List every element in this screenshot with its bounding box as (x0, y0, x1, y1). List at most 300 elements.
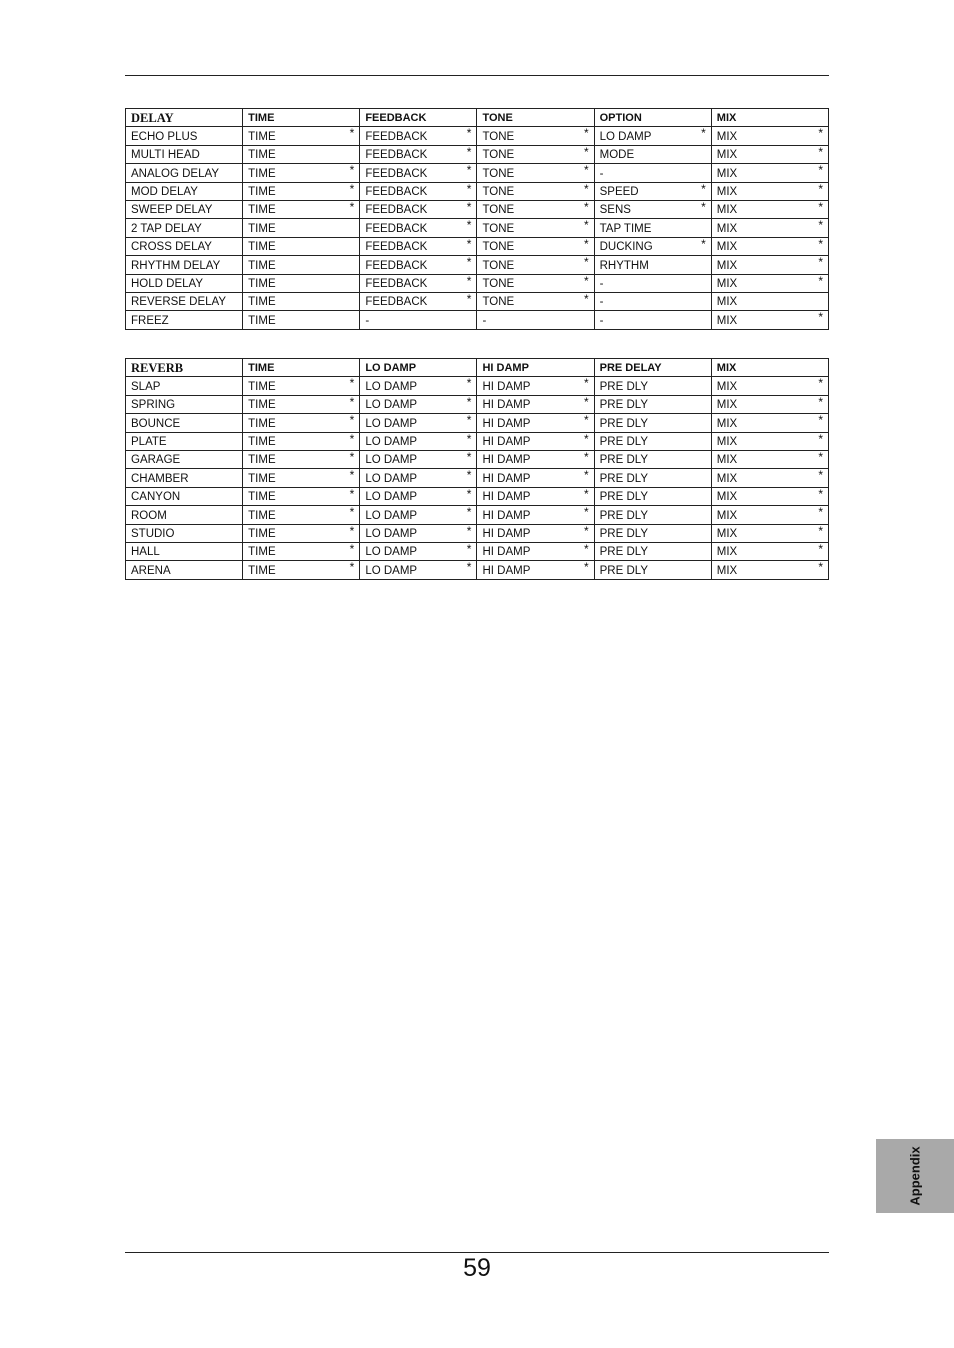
cell-text: - (599, 277, 604, 290)
parameter-cell (711, 164, 828, 182)
cell-text: CROSS DELAY (131, 241, 212, 254)
parameter-cell (477, 274, 594, 292)
table-row (126, 506, 829, 524)
cell-text: REVERSE DELAY (131, 296, 227, 309)
column-header: OPTION (594, 109, 711, 127)
asterisk-mark: * (349, 542, 355, 556)
asterisk-mark: * (818, 310, 823, 325)
cell-text: HI DAMP (482, 491, 531, 504)
parameter-cell (360, 237, 477, 255)
parameter-cell (360, 395, 477, 413)
column-header: FEEDBACK (360, 109, 477, 127)
cell-text: TIME (248, 241, 276, 254)
cell-text: MIX (716, 435, 738, 448)
column-header: TIME (243, 109, 360, 127)
parameter-cell (360, 145, 477, 163)
cell-text: RHYTHM DELAY (131, 259, 221, 272)
page-number: 59 (463, 1254, 491, 1282)
asterisk-mark: * (583, 542, 589, 556)
table-row (126, 524, 829, 542)
cell-text: FEEDBACK (365, 296, 428, 309)
parameter-cell (477, 164, 594, 182)
asterisk-mark: * (583, 524, 589, 538)
asterisk-mark: * (583, 432, 589, 446)
cell-text: TIME (248, 277, 276, 290)
parameter-cell (360, 450, 477, 468)
asterisk-mark: * (466, 560, 472, 575)
asterisk-mark: * (818, 182, 823, 196)
effect-name-cell (126, 237, 243, 255)
parameter-cell (594, 145, 711, 163)
cell-text: LO DAMP (365, 564, 418, 577)
cell-text: MODE (599, 149, 635, 162)
effect-name-cell (126, 524, 243, 542)
cell-text: SENS (599, 204, 631, 217)
asterisk-mark: * (818, 255, 823, 270)
parameter-cell (594, 292, 711, 310)
cell-text: FEEDBACK (365, 130, 428, 143)
effect-name-cell (126, 450, 243, 468)
cell-text: SLAP (131, 380, 161, 393)
effect-name-cell (126, 469, 243, 487)
cell-text: TIME (248, 546, 276, 559)
asterisk-mark: * (466, 126, 472, 141)
parameter-cell (477, 450, 594, 468)
parameter-cell (477, 256, 594, 274)
effect-name-cell (126, 145, 243, 163)
parameter-cell (360, 292, 477, 310)
asterisk-mark: * (818, 450, 823, 464)
parameter-cell (243, 219, 360, 237)
parameter-cell (594, 524, 711, 542)
parameter-cell (594, 200, 711, 218)
cell-text: MOD DELAY (131, 185, 198, 198)
cell-text: RHYTHM (599, 259, 649, 272)
asterisk-mark: * (349, 487, 355, 501)
table-row (126, 145, 829, 163)
parameter-cell (477, 487, 594, 505)
asterisk-mark: * (349, 163, 355, 178)
table-row (126, 237, 829, 255)
cell-text: MIX (716, 130, 738, 143)
cell-text: MIX (716, 204, 738, 217)
parameter-cell (243, 542, 360, 560)
parameter-cell (360, 274, 477, 292)
cell-text: TONE (482, 130, 515, 143)
asterisk-mark: * (818, 237, 823, 251)
cell-text: TONE (482, 204, 515, 217)
parameter-cell (477, 145, 594, 163)
cell-text: ECHO PLUS (131, 130, 198, 143)
parameter-cell (243, 395, 360, 413)
reverb-table (125, 358, 829, 580)
asterisk-mark: * (466, 182, 472, 196)
cell-text: PRE DLY (599, 527, 648, 540)
cell-text: MIX (716, 277, 738, 290)
parameter-cell (477, 377, 594, 395)
asterisk-mark: * (818, 274, 823, 288)
asterisk-mark: * (466, 487, 472, 501)
parameter-cell (243, 524, 360, 542)
parameter-cell (243, 561, 360, 579)
cell-text: - (599, 314, 604, 327)
cell-text: LO DAMP (365, 399, 418, 412)
asterisk-mark: * (466, 145, 472, 159)
parameter-cell (477, 542, 594, 560)
cell-text: TIME (248, 185, 276, 198)
table-row (126, 256, 829, 274)
parameter-cell (360, 127, 477, 145)
cell-text: MIX (716, 296, 738, 309)
column-header: REVERB (126, 359, 243, 377)
cell-text: TONE (482, 277, 515, 290)
parameter-cell (477, 524, 594, 542)
cell-text: - (482, 314, 487, 327)
cell-text: HI DAMP (482, 380, 531, 393)
asterisk-mark: * (349, 524, 355, 538)
asterisk-mark: * (466, 524, 472, 538)
cell-text: MULTI HEAD (131, 149, 200, 162)
asterisk-mark: * (701, 200, 706, 214)
cell-text: MIX (716, 167, 738, 180)
column-header: HI DAMP (477, 359, 594, 377)
parameter-cell (243, 432, 360, 450)
parameter-cell (594, 542, 711, 560)
cell-text: TIME (248, 149, 276, 162)
parameter-cell (711, 506, 828, 524)
asterisk-mark: * (583, 126, 589, 141)
parameter-cell (594, 256, 711, 274)
parameter-cell (711, 237, 828, 255)
cell-text: HI DAMP (482, 472, 531, 485)
table-row (126, 182, 829, 200)
cell-text: TIME (248, 204, 276, 217)
cell-text: TIME (248, 296, 276, 309)
cell-text: TIME (248, 564, 276, 577)
cell-text: LO DAMP (599, 130, 652, 143)
parameter-cell (594, 469, 711, 487)
parameter-cell (360, 200, 477, 218)
cell-text: TIME (248, 130, 276, 143)
table-header-row (126, 359, 829, 377)
cell-text: TIME (248, 222, 276, 235)
parameter-cell (243, 414, 360, 432)
column-header: TONE (477, 109, 594, 127)
parameter-cell (243, 450, 360, 468)
parameter-cell (711, 542, 828, 560)
parameter-cell (711, 219, 828, 237)
asterisk-mark: * (583, 487, 589, 501)
cell-text: FEEDBACK (365, 222, 428, 235)
parameter-cell (243, 200, 360, 218)
asterisk-mark: * (466, 255, 472, 270)
asterisk-mark: * (466, 274, 472, 288)
cell-text: FEEDBACK (365, 204, 428, 217)
parameter-cell (711, 256, 828, 274)
parameter-cell (243, 164, 360, 182)
asterisk-mark: * (349, 200, 355, 214)
parameter-cell (594, 127, 711, 145)
cell-text: CANYON (131, 491, 181, 504)
parameter-cell (711, 311, 828, 329)
cell-text: LO DAMP (365, 454, 418, 467)
table-row (126, 432, 829, 450)
asterisk-mark: * (349, 413, 355, 428)
cell-text: SPRING (131, 399, 176, 412)
asterisk-mark: * (466, 542, 472, 556)
asterisk-mark: * (818, 145, 823, 159)
cell-text: HI DAMP (482, 399, 531, 412)
table-row (126, 561, 829, 579)
cell-text: MIX (716, 222, 738, 235)
cell-text: HI DAMP (482, 435, 531, 448)
asterisk-mark: * (818, 487, 823, 501)
parameter-cell (594, 237, 711, 255)
asterisk-mark: * (818, 524, 823, 538)
cell-text: HI DAMP (482, 527, 531, 540)
table-row (126, 487, 829, 505)
cell-text: PLATE (131, 435, 167, 448)
cell-text: MIX (716, 380, 738, 393)
cell-text: MIX (716, 472, 738, 485)
cell-text: TONE (482, 241, 515, 254)
table-row (126, 292, 829, 310)
asterisk-mark: * (583, 274, 589, 288)
cell-text: - (599, 296, 604, 309)
asterisk-mark: * (701, 126, 706, 141)
asterisk-mark: * (349, 182, 355, 196)
effect-name-cell (126, 414, 243, 432)
parameter-cell (594, 432, 711, 450)
asterisk-mark: * (583, 200, 589, 214)
bottom-rule (125, 1252, 829, 1253)
table-row (126, 219, 829, 237)
parameter-cell (711, 561, 828, 579)
parameter-cell (477, 311, 594, 329)
asterisk-mark: * (583, 218, 589, 233)
table-row (126, 311, 829, 329)
cell-text: TIME (248, 259, 276, 272)
parameter-cell (594, 506, 711, 524)
column-header: DELAY (126, 109, 243, 127)
cell-text: MIX (716, 454, 738, 467)
cell-text: HI DAMP (482, 546, 531, 559)
cell-text: FEEDBACK (365, 167, 428, 180)
effect-name-cell (126, 487, 243, 505)
column-header: MIX (711, 359, 828, 377)
parameter-cell (243, 506, 360, 524)
asterisk-mark: * (583, 413, 589, 428)
parameter-cell (711, 469, 828, 487)
cell-text: FEEDBACK (365, 149, 428, 162)
parameter-cell (477, 182, 594, 200)
parameter-cell (360, 506, 477, 524)
cell-text: DUCKING (599, 241, 653, 254)
parameter-cell (360, 432, 477, 450)
cell-text: HOLD DELAY (131, 277, 204, 290)
cell-text: ANALOG DELAY (131, 167, 219, 180)
cell-text: MIX (716, 491, 738, 504)
effect-name-cell (126, 219, 243, 237)
asterisk-mark: * (349, 468, 355, 483)
table-row (126, 274, 829, 292)
cell-text: TONE (482, 296, 515, 309)
cell-text: LO DAMP (365, 417, 418, 430)
cell-text: TIME (248, 491, 276, 504)
cell-text: TIME (248, 509, 276, 522)
cell-text: TIME (248, 380, 276, 393)
parameter-cell (711, 200, 828, 218)
parameter-cell (594, 182, 711, 200)
cell-text: ARENA (131, 564, 171, 577)
asterisk-mark: * (583, 163, 589, 178)
asterisk-mark: * (349, 450, 355, 464)
asterisk-mark: * (466, 450, 472, 464)
asterisk-mark: * (701, 237, 706, 251)
top-rule (125, 75, 829, 76)
cell-text: PRE DLY (599, 472, 648, 485)
asterisk-mark: * (466, 505, 472, 520)
cell-text: PRE DLY (599, 399, 648, 412)
cell-text: TIME (248, 399, 276, 412)
cell-text: TIME (248, 314, 276, 327)
parameter-cell (711, 432, 828, 450)
asterisk-mark: * (701, 182, 706, 196)
parameter-cell (360, 311, 477, 329)
cell-text: CHAMBER (131, 472, 189, 485)
cell-text: PRE DLY (599, 380, 648, 393)
parameter-cell (477, 506, 594, 524)
asterisk-mark: * (466, 468, 472, 483)
cell-text: FEEDBACK (365, 241, 428, 254)
cell-text: LO DAMP (365, 527, 418, 540)
effect-name-cell (126, 432, 243, 450)
asterisk-mark: * (349, 560, 355, 575)
cell-text: LO DAMP (365, 472, 418, 485)
asterisk-mark: * (583, 237, 589, 251)
asterisk-mark: * (583, 182, 589, 196)
cell-text: TONE (482, 185, 515, 198)
cell-text: LO DAMP (365, 509, 418, 522)
cell-text: GARAGE (131, 454, 181, 467)
parameter-cell (243, 127, 360, 145)
asterisk-mark: * (466, 218, 472, 233)
asterisk-mark: * (349, 432, 355, 446)
asterisk-mark: * (466, 376, 472, 391)
parameter-cell (477, 469, 594, 487)
asterisk-mark: * (466, 200, 472, 214)
asterisk-mark: * (818, 395, 823, 409)
cell-text: LO DAMP (365, 435, 418, 448)
parameter-cell (243, 469, 360, 487)
column-header: PRE DELAY (594, 359, 711, 377)
asterisk-mark: * (818, 413, 823, 428)
cell-text: HI DAMP (482, 564, 531, 577)
cell-text: TIME (248, 435, 276, 448)
cell-text: 2 TAP DELAY (131, 222, 202, 235)
cell-text: PRE DLY (599, 564, 648, 577)
asterisk-mark: * (818, 126, 823, 141)
parameter-cell (360, 561, 477, 579)
parameter-cell (594, 164, 711, 182)
parameter-cell (477, 432, 594, 450)
asterisk-mark: * (466, 395, 472, 409)
asterisk-mark: * (349, 126, 355, 141)
table-row (126, 469, 829, 487)
parameter-cell (243, 145, 360, 163)
cell-text: TIME (248, 472, 276, 485)
effect-name-cell (126, 395, 243, 413)
parameter-cell (711, 145, 828, 163)
parameter-cell (711, 524, 828, 542)
cell-text: FEEDBACK (365, 277, 428, 290)
parameter-cell (711, 395, 828, 413)
cell-text: HI DAMP (482, 417, 531, 430)
cell-text: HALL (131, 546, 160, 559)
cell-text: - (365, 314, 370, 327)
parameter-cell (594, 395, 711, 413)
appendix-tab-label: Appendix (907, 1146, 923, 1206)
asterisk-mark: * (818, 560, 823, 575)
parameter-cell (477, 127, 594, 145)
cell-text: SPEED (599, 185, 639, 198)
parameter-cell (711, 414, 828, 432)
parameter-cell (477, 414, 594, 432)
cell-text: FREEZ (131, 314, 169, 327)
parameter-cell (711, 487, 828, 505)
parameter-cell (243, 237, 360, 255)
cell-text: - (599, 167, 604, 180)
cell-text: LO DAMP (365, 491, 418, 504)
parameter-cell (360, 377, 477, 395)
column-header: LO DAMP (360, 359, 477, 377)
appendix-side-tab (876, 1139, 954, 1213)
asterisk-mark: * (466, 237, 472, 251)
cell-text: FEEDBACK (365, 259, 428, 272)
table-row (126, 542, 829, 560)
table-row (126, 200, 829, 218)
asterisk-mark: * (818, 218, 823, 233)
asterisk-mark: * (583, 292, 589, 306)
parameter-cell (477, 200, 594, 218)
parameter-cell (477, 237, 594, 255)
cell-text: MIX (716, 399, 738, 412)
parameter-cell (360, 542, 477, 560)
parameter-cell (243, 487, 360, 505)
parameter-cell (243, 311, 360, 329)
cell-text: MIX (716, 314, 738, 327)
asterisk-mark: * (349, 395, 355, 409)
table-row (126, 377, 829, 395)
asterisk-mark: * (818, 542, 823, 556)
cell-text: PRE DLY (599, 491, 648, 504)
asterisk-mark: * (583, 505, 589, 520)
asterisk-mark: * (466, 292, 472, 306)
cell-text: TONE (482, 222, 515, 235)
table-row (126, 164, 829, 182)
asterisk-mark: * (466, 432, 472, 446)
table-row (126, 395, 829, 413)
column-header: TIME (243, 359, 360, 377)
asterisk-mark: * (466, 163, 472, 178)
cell-text: TONE (482, 259, 515, 272)
asterisk-mark: * (349, 505, 355, 520)
effect-name-cell (126, 311, 243, 329)
cell-text: MIX (716, 527, 738, 540)
cell-text: LO DAMP (365, 380, 418, 393)
parameter-cell (360, 256, 477, 274)
effect-name-cell (126, 506, 243, 524)
